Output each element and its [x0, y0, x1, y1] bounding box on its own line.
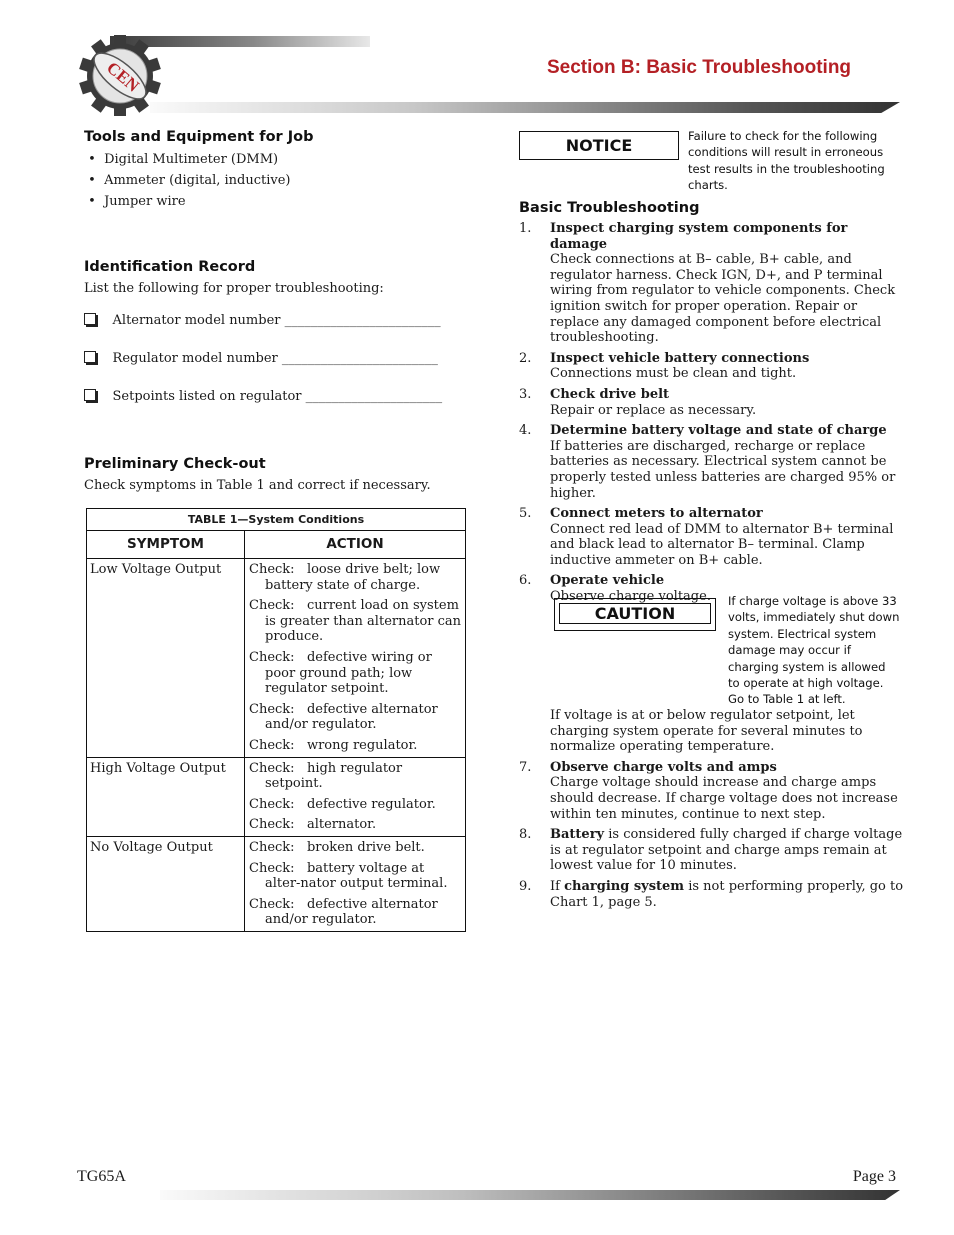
list-item: 9. If charging system is not performing properly, go to Chart 1, page 5.	[519, 878, 904, 910]
action-cell	[245, 559, 466, 758]
action-item: Check: alternator.	[249, 817, 377, 833]
steps-list-2	[519, 760, 904, 910]
header-bar-bottom	[150, 102, 900, 113]
action-item: Check: current load on system is greater than alternator can produce.	[249, 598, 462, 645]
logo-text: CEN	[103, 58, 143, 96]
symptom-cell: Low Voltage Output	[87, 559, 245, 758]
list-item: • Jumper wire	[84, 194, 186, 209]
symptom-header: SYMPTOM	[87, 531, 245, 559]
regulator-model-field[interactable]: Regulator model number ________________________	[84, 351, 438, 366]
steps-continued	[519, 708, 904, 915]
cen-logo	[78, 34, 168, 116]
symptom-cell: No Voltage Output	[87, 836, 245, 931]
basic-heading: Basic Troubleshooting	[519, 200, 700, 216]
action-item: Check: defective alternator and/or regulator.	[249, 701, 438, 733]
tools-heading: Tools and Equipment for Job	[84, 129, 314, 145]
list-item: 8. Battery is considered fully charged if charge voltage is at regulator setpoint and charge amps remain at lowest value for 10 minutes.	[519, 827, 903, 874]
action-item: Check: battery voltage at alter-nator output terminal.	[249, 860, 448, 892]
action-cell	[245, 836, 466, 931]
identification-intro: List the following for proper troubleshooting:	[84, 281, 384, 296]
action-cell	[245, 757, 466, 836]
list-item: 4. Determine battery voltage and state of charge If batteries are discharged, recharge or replace batteries as necessary. Electrical system cannot be properly tested unless batteries are charged 95% or higher.	[519, 423, 896, 501]
basic-troubleshooting-section	[519, 200, 904, 610]
list-item: 2. Inspect vehicle battery connections Connections must be clean and tight.	[519, 350, 810, 382]
doc-id: TG65A	[77, 1168, 126, 1185]
table-row	[87, 559, 466, 758]
table-row	[87, 836, 466, 931]
step6-note: If voltage is at or below regulator setpoint, let charging system operate for several minutes to normalize operating temperature.	[550, 708, 863, 755]
preliminary-intro: Check symptoms in Table 1 and correct if necessary.	[84, 478, 431, 493]
steps-list	[519, 221, 904, 605]
symptom-cell: High Voltage Output	[87, 757, 245, 836]
checkbox-icon[interactable]	[84, 313, 96, 325]
list-item: 3. Check drive belt Repair or replace as necessary.	[519, 386, 757, 418]
table-row	[87, 757, 466, 836]
section-title: Section B: Basic Troubleshooting	[547, 57, 852, 78]
caution-text: If charge voltage is above 33 volts, immediately shut down system. Electrical system damage may occur if charging system is allowed to operate at high voltage. Go to Table 1 at left.	[728, 594, 900, 707]
list-item: 7. Observe charge volts and amps Charge voltage should increase and charge amps should decrease. If charge voltage does not increase within ten minutes, continue to next step.	[519, 759, 898, 822]
alternator-model-field[interactable]: Alternator model number ________________________	[84, 313, 441, 328]
action-item: Check: defective alternator and/or regulator.	[249, 896, 438, 928]
list-item: 6. Operate vehicle Observe charge voltage.	[519, 573, 711, 605]
notice-text: Failure to check for the following conditions will result in erroneous test results in the troubleshooting charts.	[688, 129, 885, 193]
tools-list	[84, 149, 474, 212]
caution-box: CAUTION	[559, 603, 711, 624]
identification-section	[84, 259, 474, 297]
page-number: Page 3	[852, 1168, 896, 1185]
action-item: Check: high regulator setpoint.	[249, 760, 403, 792]
checkbox-icon[interactable]	[84, 351, 96, 363]
notice-box: NOTICE	[519, 131, 679, 160]
system-conditions-table	[86, 508, 466, 932]
preliminary-heading: Preliminary Check-out	[84, 456, 266, 472]
list-item: • Digital Multimeter (DMM)	[84, 152, 279, 167]
preliminary-section	[84, 456, 474, 494]
action-item: Check: loose drive belt; low battery state of charge.	[249, 562, 441, 593]
left-column	[84, 129, 474, 212]
table-caption: TABLE 1—System Conditions	[87, 509, 466, 531]
identification-heading: Identification Record	[84, 259, 256, 275]
checkbox-icon[interactable]	[84, 389, 96, 401]
caution-frame	[554, 598, 716, 631]
action-item: Check: defective regulator.	[249, 796, 436, 812]
footer-bar	[160, 1190, 900, 1200]
list-item: 5. Connect meters to alternator Connect red lead of DMM to alternator B+ terminal and black lead to alternator B– terminal. Clamp inductive ammeter on B+ cable.	[519, 506, 894, 568]
action-item: Check: defective wiring or poor ground path; low regulator setpoint.	[249, 649, 432, 697]
list-item: 1. Inspect charging system components for damage Check connections at B– cable, B+ cable, and regulator harness. Check IGN, D+, and P terminal wiring from regulator to vehicle components. Check ignition switch for proper operation. Repair or replace any damaged component before electrical troubleshooting.	[519, 221, 896, 346]
list-item: • Ammeter (digital, inductive)	[84, 173, 291, 188]
action-item: Check: wrong regulator.	[249, 737, 418, 753]
action-item: Check: broken drive belt.	[249, 839, 425, 855]
setpoints-field[interactable]: Setpoints listed on regulator _____________________	[84, 389, 442, 404]
action-header: ACTION	[245, 531, 466, 559]
